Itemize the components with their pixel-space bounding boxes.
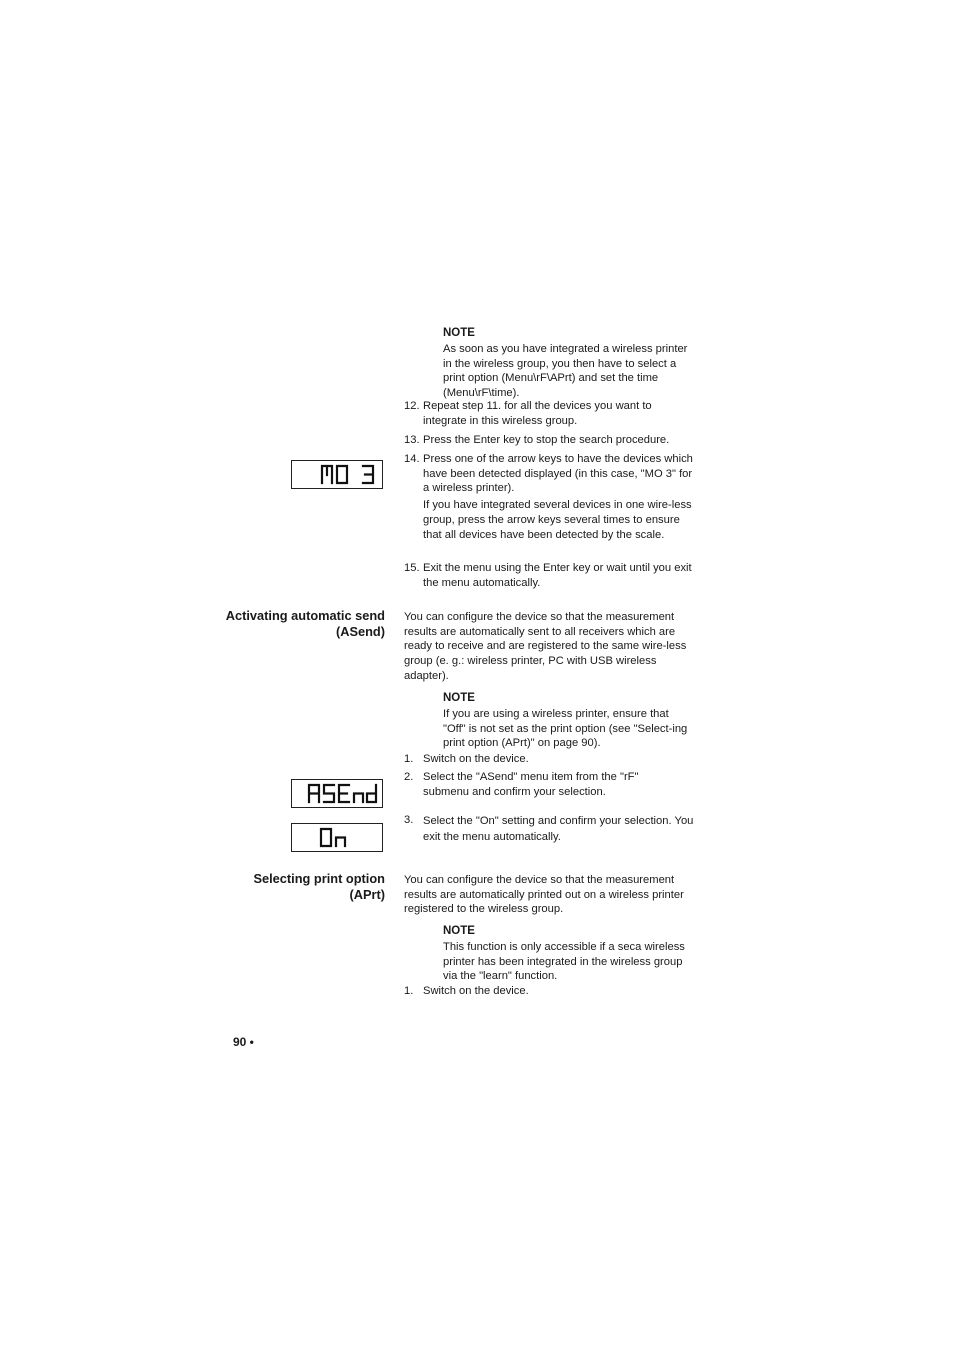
note-block [443, 326, 693, 401]
note-block [443, 691, 693, 751]
lcd-display-asend [291, 779, 383, 808]
list-item: 1. Switch on the device. [404, 985, 529, 997]
list-item: 14. Press one of the arrow keys to have the devices which have been detected displayed (in this case, "MO 3" for a wireless printer). If you have integrated several devices in one wire-less group, press the arrow keys several times to ensure that all devices have been detected by the scale. [404, 453, 693, 541]
list-item: 1. Switch on the device. [404, 753, 529, 765]
lcd-readout [292, 461, 382, 488]
page-number: 90 • [233, 1035, 254, 1049]
list-item: 3. Select the "On" setting and confirm your selection. You exit the menu automatically. [404, 814, 694, 843]
lcd-readout [292, 780, 382, 807]
note-text: As soon as you have integrated a wireless printer in the wireless group, you then have to select a print option (Menu\rF\APrt) and set the time (Menu\rF\time). [443, 343, 688, 400]
note-title: NOTE [443, 327, 475, 339]
note-text: This function is only accessible if a seca wireless printer has been integrated in the wireless group via the "learn" function. [443, 941, 685, 983]
lcd-display-on [291, 823, 383, 852]
list-item: 12. Repeat step 11. for all the devices you want to integrate in this wireless group. [404, 400, 652, 427]
list-item: 13. Press the Enter key to stop the search procedure. [404, 434, 670, 446]
section-heading-asend: Activating automatic send (ASend) [225, 608, 385, 639]
section-heading-aprt: Selecting print option (APrt) [253, 871, 385, 902]
lcd-display-mo3 [291, 460, 383, 489]
list-item: 2. Select the "ASend" menu item from the "rF" submenu and confirm your selection. [404, 771, 639, 798]
section-intro-asend: You can configure the device so that the measurement results are automatically sent to all receivers which are ready to receive and are registered to the same wire-less group (e. g.: wireless printer, PC with USB wireless adapter). [404, 611, 687, 682]
note-text: If you are using a wireless printer, ensure that "Off" is not set as the print option (see "Select-ing print option (APrt)" on page 90). [443, 708, 688, 750]
section-intro-aprt: You can configure the device so that the measurement results are automatically printed out on a wireless printer registered to the wireless group. [404, 874, 684, 916]
note-title: NOTE [443, 925, 475, 937]
note-block [443, 924, 693, 984]
lcd-readout [292, 824, 382, 851]
note-title: NOTE [443, 692, 475, 704]
list-item: 15. Exit the menu using the Enter key or wait until you exit the menu automatically. [404, 562, 692, 589]
